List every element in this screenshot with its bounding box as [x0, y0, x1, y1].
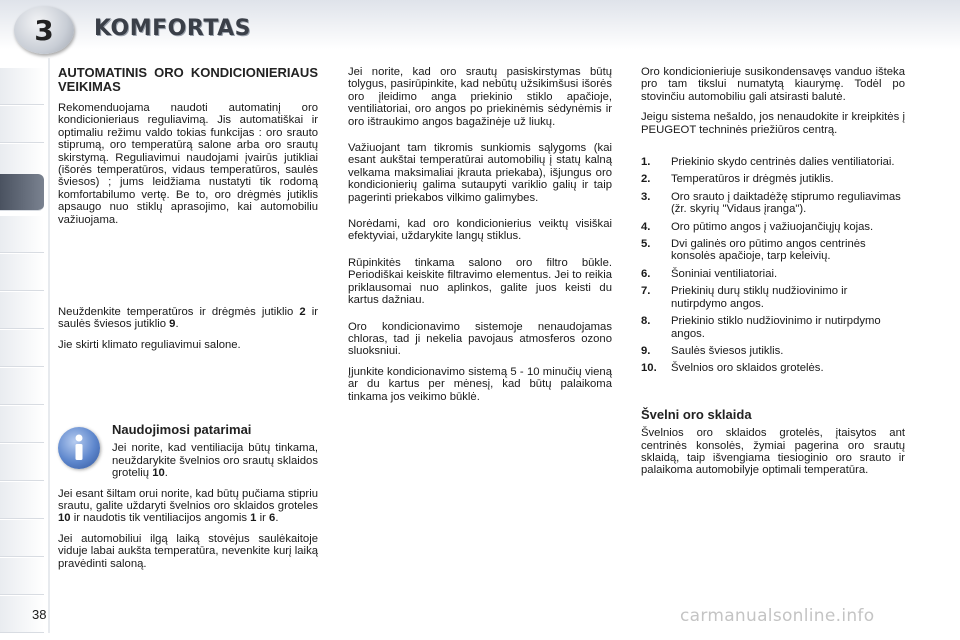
components-list: [641, 156, 905, 375]
column-left: [58, 66, 318, 359]
chapter-number-badge: [14, 6, 74, 54]
body-paragraph: Važiuojant tam tikromis sunkiomis sąlygoms (kai esant aukštai temperatūrai automobilių į statų kalną velkama maksimaliai įkrauta priekaba), išjungus oro kondicionierių galima sutaupyti variklio galių ir taip pagerinti priekabos vilkimo galimybes.: [348, 142, 612, 204]
chapter-tab[interactable]: [0, 254, 44, 291]
chapter-tab[interactable]: [0, 520, 44, 557]
list-item: 1. Priekinio skydo centrinės dalies ventiliatoriai.: [641, 156, 895, 169]
list-item: 8. Priekinio stiklo nudžiovinimo ir nutirpdymo angos.: [641, 315, 881, 340]
body-paragraph: Oro kondicionieriuje susikondensavęs vanduo išteka pro tam tikslui numatytą kiaurymę. Todėl po stovinčiu automobiliu gali atsirasti balutė.: [641, 66, 905, 103]
tip-paragraph: Jei esant šiltam orui norite, kad būtų pučiama stipriu srautu, galite uždaryti švelnios oro sklaidos groteles 10 ir naudotis tik ventiliacijos angomis 1 ir 6.: [58, 487, 318, 525]
list-item: 10. Švelnios oro sklaidos grotelės.: [641, 362, 824, 375]
list-item: 3. Oro srauto į daiktadėžę stiprumo reguliavimas (žr. skyrių "Vidaus įranga").: [641, 190, 901, 216]
tips-heading: Naudojimosi patarimai: [112, 422, 252, 437]
tip-paragraph: Jei automobiliui ilgą laiką stovėjus saulėkaitoje viduje labai aukšta temperatūra, nevenkite kurį laiką pravėdinti saloną.: [58, 532, 318, 570]
column-middle: [348, 66, 612, 411]
usage-tips: [58, 424, 318, 570]
chapter-tab[interactable]: [0, 106, 44, 143]
chapter-title: KOMFORTAS: [94, 16, 252, 41]
sensor-purpose: Jie skirti klimato reguliavimui salone.: [58, 338, 241, 351]
list-item: 4. Oro pūtimo angos į važiuojančiųjų kojas.: [641, 220, 874, 233]
list-item: 5. Dvi galinės oro pūtimo angos centrinės konsolės apačioje, tarp keleivių.: [641, 238, 866, 263]
column-right: [641, 66, 905, 485]
chapter-tab[interactable]: [0, 216, 44, 253]
list-item: 7. Priekinių durų stiklų nudžiovinimo ir nutirpdymo angos.: [641, 285, 848, 310]
chapter-tab[interactable]: [0, 68, 44, 105]
chapter-tab[interactable]: [0, 444, 44, 481]
intro-paragraph: Rekomenduojama naudoti automatinį oro kondicionieriaus reguliavimą. Jis automatiškai ir optimaliu režimu valdo tokias funkcijas : oro srauto stiprumą, oro temperatūrą salone arba oro srautų skirstymą. Reguliavimui naudojami įvairūs jutikliai (išorės temperatūros, vidaus temperatūros, saulės šviesos) ; jums leidžiama nustatyti tik rodomą komfortabilumo vertę. Be to, oro drėgmės jutiklis apsaugo nuo stiklų aprasojimo, kai automobiliu važiuojama.: [58, 102, 318, 226]
chapter-tab[interactable]: [0, 406, 44, 443]
chapter-tab[interactable]: [0, 368, 44, 405]
chapter-tab[interactable]: [0, 482, 44, 519]
tip-paragraph: Jei norite, kad ventiliacija būtų tinkama, neuždarykite švelnios oro srautų sklaidos grotelių 10.: [112, 442, 318, 480]
section-heading: Švelni oro sklaida: [641, 406, 752, 422]
body-paragraph: Rūpinkitės tinkama salono oro filtro būkle. Periodiškai keiskite filtravimo elementus. Jei to reikia priklausomai nuo aplinkos, galite juos keisti du kartus dažniau.: [348, 256, 612, 307]
body-paragraph: Oro kondicionavimo sistemoje nenaudojamas chloras, tad ji nekelia pavojaus atmosferos ozono sluoksniui.: [348, 320, 612, 358]
list-item: 2. Temperatūros ir drėgmės jutiklis.: [641, 173, 834, 186]
body-paragraph: Jei norite, kad oro srautų pasiskirstymas būtų tolygus, pasirūpinkite, kad nebūtų užsikimšusi išorės oro įleidimo anga priekinio stiklo apačioje, ventiliatoriai, oro angos po priekinėmis sėdynėmis ir oro ištraukimo angos bagažinėje už liukų.: [348, 66, 612, 128]
body-paragraph: Norėdami, kad oro kondicionierius veiktų visiškai efektyviai, uždarykite langų stiklus.: [348, 218, 612, 243]
section-heading: AUTOMATINIS ORO KONDICIONIERIAUS VEIKIMAS: [58, 65, 318, 94]
body-paragraph: Įjunkite kondicionavimo sistemą 5 - 10 minučių vieną ar du kartus per mėnesį, kad būtų palaikoma tinkama jos veikimo būklė.: [348, 365, 612, 403]
page-number: 38: [32, 607, 47, 622]
chapter-number: 3: [34, 13, 54, 47]
chapter-tab-active[interactable]: [0, 174, 44, 211]
chapter-tab[interactable]: [0, 558, 44, 595]
body-paragraph: Jeigu sistema nešaldo, jos nenaudokite ir kreipkitės į PEUGEOT techninės priežiūros centrą.: [641, 111, 905, 136]
chapter-tab[interactable]: [0, 330, 44, 367]
chapter-tabs: [0, 58, 50, 638]
list-item: 9. Saulės šviesos jutiklis.: [641, 344, 784, 357]
margin-divider: [48, 58, 50, 633]
chapter-tab[interactable]: [0, 292, 44, 329]
list-item: 6. Šoniniai ventiliatoriai.: [641, 267, 778, 280]
body-paragraph: Švelnios oro sklaidos grotelės, įtaisytos ant centrinės konsolės, žymiai pagerina oro srautų sklaidą, taip išvengiama tiesioginio oro srauto ir palaikoma automobilyje optimali temperatūra.: [641, 427, 905, 477]
sensor-note: Neuždenkite temperatūros ir drėgmės jutiklio 2 ir saulės šviesos jutiklio 9.: [58, 306, 318, 331]
watermark: carmanualsonline.info: [680, 606, 875, 626]
